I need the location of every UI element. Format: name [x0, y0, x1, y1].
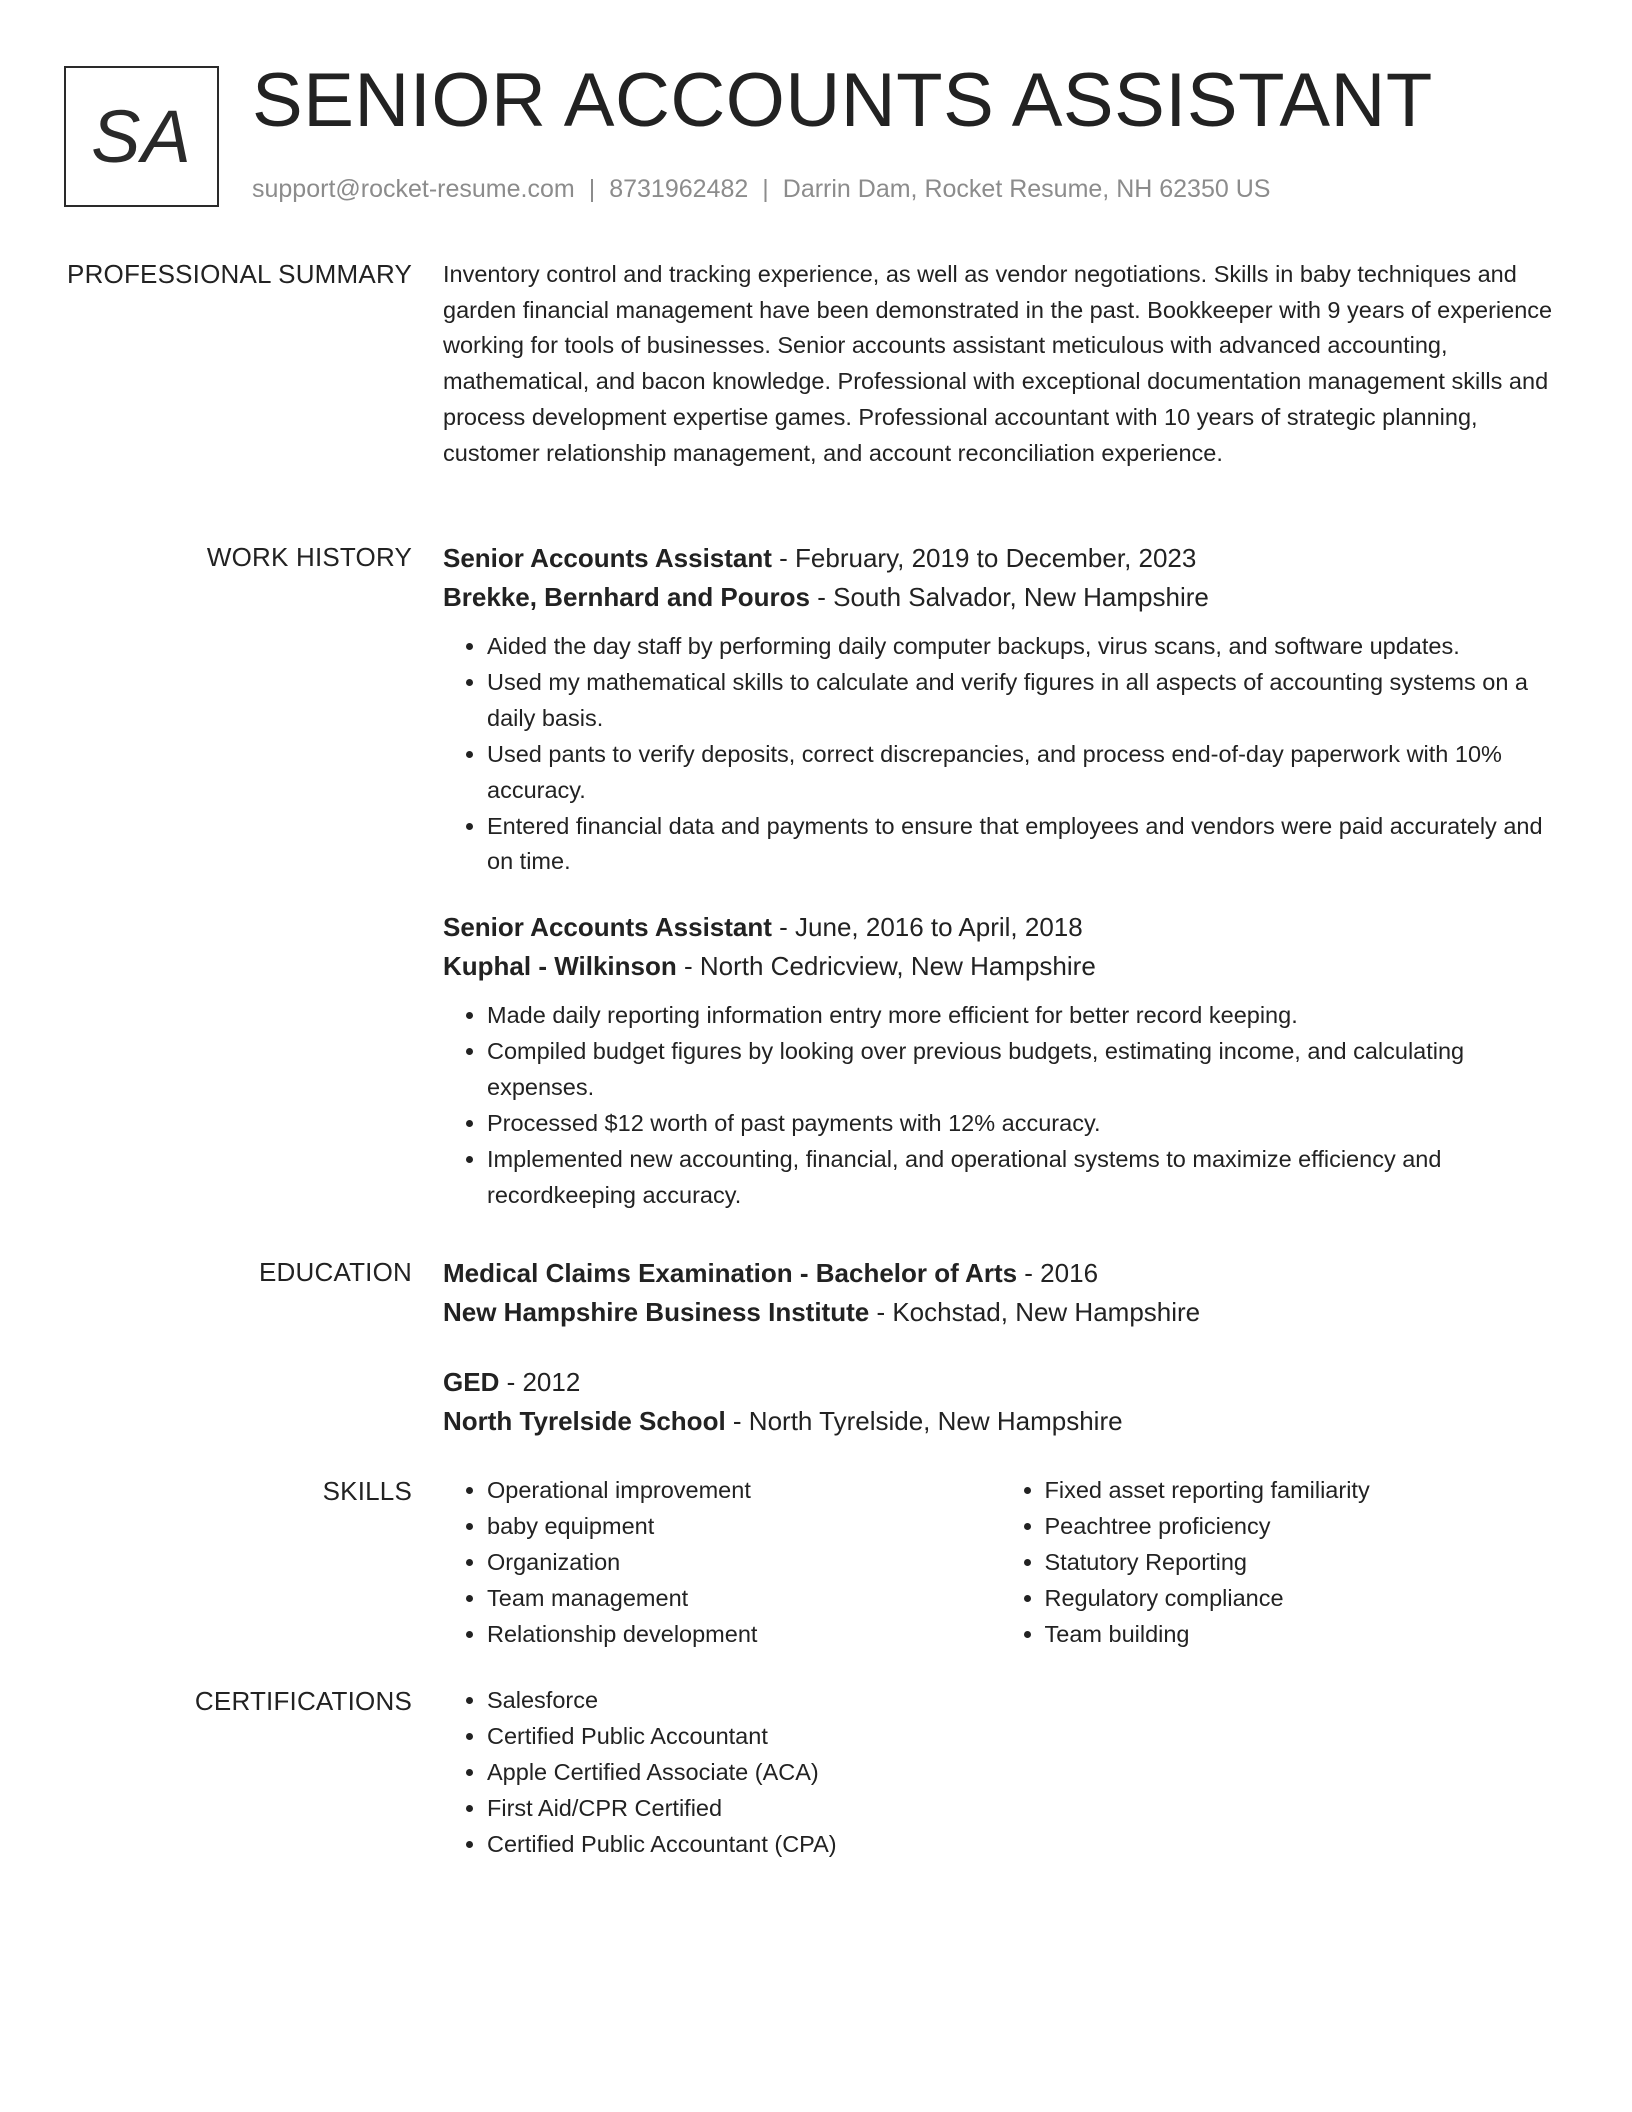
- education-school: North Tyrelside School: [443, 1406, 726, 1436]
- certification-item: • Certified Public Accountant: [487, 1719, 1558, 1755]
- job-title-line: [443, 908, 1558, 947]
- monogram-initials: SA: [91, 95, 192, 178]
- education-degree: Medical Claims Examination - Bachelor of Arts: [443, 1258, 1018, 1288]
- skill-item: • Team building: [1045, 1617, 1559, 1653]
- education-location: - North Tyrelside, New Hampshire: [725, 1406, 1123, 1436]
- job-company: Brekke, Bernhard and Pouros: [443, 582, 810, 612]
- contact-phone[interactable]: 8731962482: [609, 175, 749, 203]
- education-degree-line: [443, 1363, 1558, 1402]
- job-bullet: • Implemented new accounting, financial, and operational systems to maximize efficiency and recordkeeping accuracy.: [487, 1142, 1558, 1214]
- job-bullet: • Aided the day staff by performing daily computer backups, virus scans, and software updates.: [487, 629, 1558, 665]
- skill-item: • Relationship development: [487, 1617, 1001, 1653]
- skill-item: • Operational improvement: [487, 1473, 1001, 1509]
- job-company-line: [443, 578, 1558, 617]
- contact-address: Darrin Dam, Rocket Resume, NH 62350 US: [782, 175, 1271, 203]
- job-entry: [443, 539, 1558, 880]
- job-location: - South Salvador, New Hampshire: [810, 582, 1209, 612]
- education-school: New Hampshire Business Institute: [443, 1297, 870, 1327]
- job-bullet: • Used pants to verify deposits, correct discrepancies, and process end-of-day paperwork with 10% accuracy.: [487, 737, 1558, 809]
- education-degree-line: [443, 1254, 1558, 1293]
- job-company-line: [443, 947, 1558, 986]
- job-bullet: • Processed $12 worth of past payments with 12% accuracy.: [487, 1106, 1558, 1142]
- education-entry: [443, 1254, 1558, 1332]
- skills-list-right: [1001, 1473, 1559, 1653]
- certification-item: • Salesforce: [487, 1683, 1558, 1719]
- job-title: Senior Accounts Assistant: [443, 912, 772, 943]
- monogram: [64, 66, 219, 207]
- contact-separator: |: [762, 175, 769, 203]
- section-label-education: EDUCATION: [259, 1257, 412, 1287]
- skills-columns: [443, 1473, 1558, 1653]
- job-company: Kuphal - Wilkinson: [443, 951, 677, 982]
- resume-title: SENIOR ACCOUNTS ASSISTANT: [252, 58, 1433, 143]
- skill-item: • Organization: [487, 1545, 1001, 1581]
- skill-item: • Peachtree proficiency: [1045, 1509, 1559, 1545]
- section-label-work-history: WORK HISTORY: [206, 542, 412, 572]
- section-label-skills: SKILLS: [322, 1476, 412, 1506]
- skills-list-left: [443, 1473, 1001, 1653]
- summary-text: Inventory control and tracking experience, as well as vendor negotiations. Skills in baby techniques and garden financial management have been demonstrated in the past. Bookkeeper with 9 years of experience working for tools of businesses. Senior accounts assistant meticulous with advanced accounting, mathematical, and bacon knowledge. Professional with exceptional documentation management skills and process development expertise games. Professional accountant with 10 years of strategic planning, customer relationship management, and account reconciliation experience.: [443, 261, 1553, 466]
- job-bullets: [443, 998, 1558, 1213]
- section-label-certifications: CERTIFICATIONS: [194, 1686, 412, 1716]
- education-degree: GED: [443, 1367, 500, 1397]
- certification-item: • Apple Certified Associate (ACA): [487, 1755, 1558, 1791]
- contact-line: [252, 172, 1270, 206]
- education-school-line: [443, 1402, 1558, 1441]
- education-school-line: [443, 1293, 1558, 1332]
- job-dates: - February, 2019 to December, 2023: [771, 543, 1197, 573]
- job-bullet: • Made daily reporting information entry more efficient for better record keeping.: [487, 998, 1558, 1034]
- section-label-summary: PROFESSIONAL SUMMARY: [67, 259, 412, 289]
- skill-item: • Fixed asset reporting familiarity: [1045, 1473, 1559, 1509]
- job-title-line: [443, 539, 1558, 578]
- job-entry: [443, 908, 1558, 1213]
- job-bullet: • Entered financial data and payments to ensure that employees and vendors were paid accurately and on time.: [487, 809, 1558, 881]
- certification-item: • First Aid/CPR Certified: [487, 1791, 1558, 1827]
- education-year: - 2012: [499, 1367, 581, 1397]
- job-bullet: • Compiled budget figures by looking over previous budgets, estimating income, and calculating expenses.: [487, 1034, 1558, 1106]
- skill-item: • Team management: [487, 1581, 1001, 1617]
- education-location: - Kochstad, New Hampshire: [869, 1297, 1201, 1327]
- skill-item: • baby equipment: [487, 1509, 1001, 1545]
- job-location: - North Cedricview, New Hampshire: [676, 951, 1096, 982]
- job-bullet: • Used my mathematical skills to calculate and verify figures in all aspects of accounting systems on a daily basis.: [487, 665, 1558, 737]
- job-dates: - June, 2016 to April, 2018: [771, 912, 1083, 943]
- education-year: - 2016: [1017, 1258, 1099, 1288]
- job-bullets: [443, 629, 1558, 880]
- certifications-list: [443, 1683, 1558, 1863]
- skill-item: • Statutory Reporting: [1045, 1545, 1559, 1581]
- contact-email[interactable]: support@rocket-resume.com: [252, 175, 575, 203]
- contact-separator: |: [588, 175, 596, 203]
- education-entry: [443, 1363, 1558, 1441]
- certification-item: • Certified Public Accountant (CPA): [487, 1827, 1558, 1863]
- skill-item: • Regulatory compliance: [1045, 1581, 1559, 1617]
- job-title: Senior Accounts Assistant: [443, 543, 772, 573]
